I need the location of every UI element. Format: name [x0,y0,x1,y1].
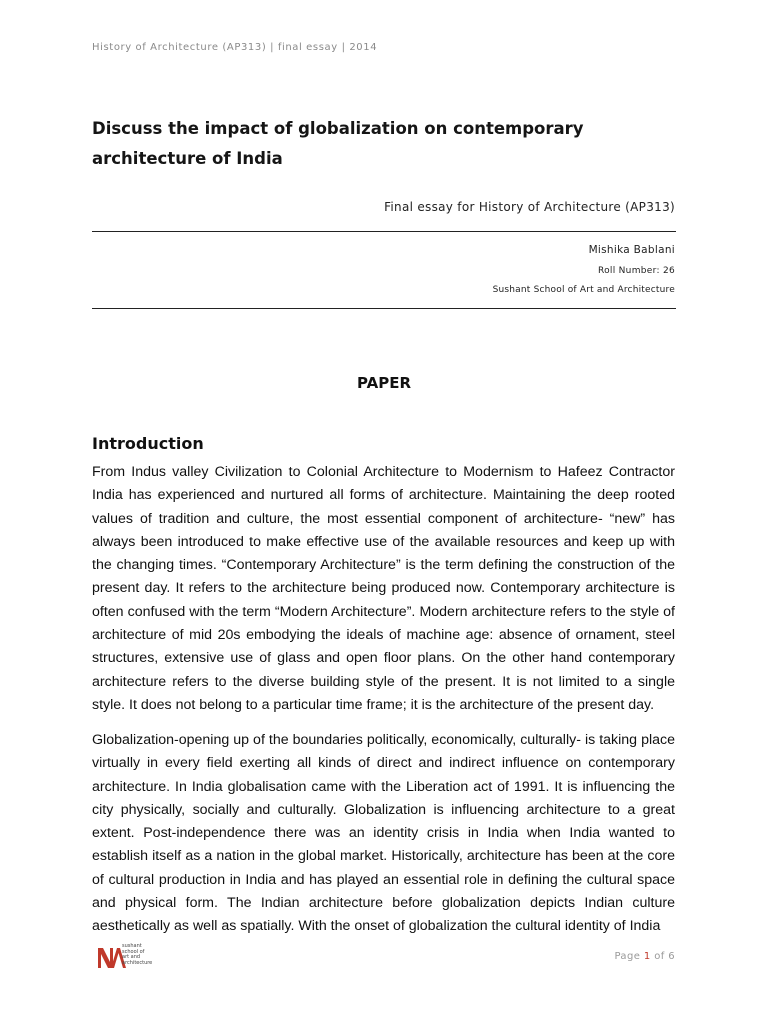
essay-title: Discuss the impact of globalization on contemporary architecture of India [92,119,584,168]
page-suffix: of 6 [654,951,675,962]
page-number: 1 [643,951,651,962]
running-header: History of Architecture (AP313) | final essay | 2014 [92,42,378,53]
essay-subtitle: Final essay for History of Architecture (AP313) [384,200,675,214]
page-indicator [614,951,675,962]
divider-bottom [92,308,676,309]
divider-top [92,231,676,232]
author-name: Mishika Bablani [588,244,675,256]
roll-number: Roll Number: 26 [597,266,675,276]
page-prefix: Page [614,951,641,962]
paper-label: PAPER [356,374,412,392]
school-name: Sushant School of Art and Architecture [492,285,675,295]
paragraph: Globalization-opening up of the boundaries politically, economically, culturally- is taking place virtually in every field exerting all kinds of direct and indirect influence on contemporary architecture. In India globalisation came with the Liberation act of 1991. It is influencing the city physically, socially and culturally. Globalization is influencing architecture to a great extent. Post-independence there was an identity crisis in India when India wanted to establish itself as a nation in the global market. Historically, architecture has been at the core of cultural production in India and has played an essential role in defining the cultural space and physical form. The Indian architecture before globalization depicts Indian culture aesthetically as well as spatially. With the onset of globalization the cultural identity of India [92,732,675,935]
section-heading-introduction: Introduction [92,434,204,453]
paragraph: From Indus valley Civilization to Colonial Architecture to Modernism to Hafeez Contractor India has experienced and nurtured all forms of architecture. Maintaining the deep rooted values of tradition and culture, the most essential component of architecture- “new” has always been introduced to make effective use of the available resources and keep up with the changing times. “Contemporary Architecture” is the term defining the construction of the present day. It refers to the architecture being produced now. Contemporary architecture is often confused with the term “Modern Architecture”. Modern architecture refers to the style of architecture of mid 20s embodying the ideals of machine age: absence of ornament, steel structures, extensive use of glass and open floor plans. On the other hand contemporary architecture refers to the diverse building style of the present. It is not limited to a single style. It does not belong to a particular time frame; it is the architecture of the present day. [92,464,675,713]
logo-text: sushant school of art and architecture [122,943,153,966]
